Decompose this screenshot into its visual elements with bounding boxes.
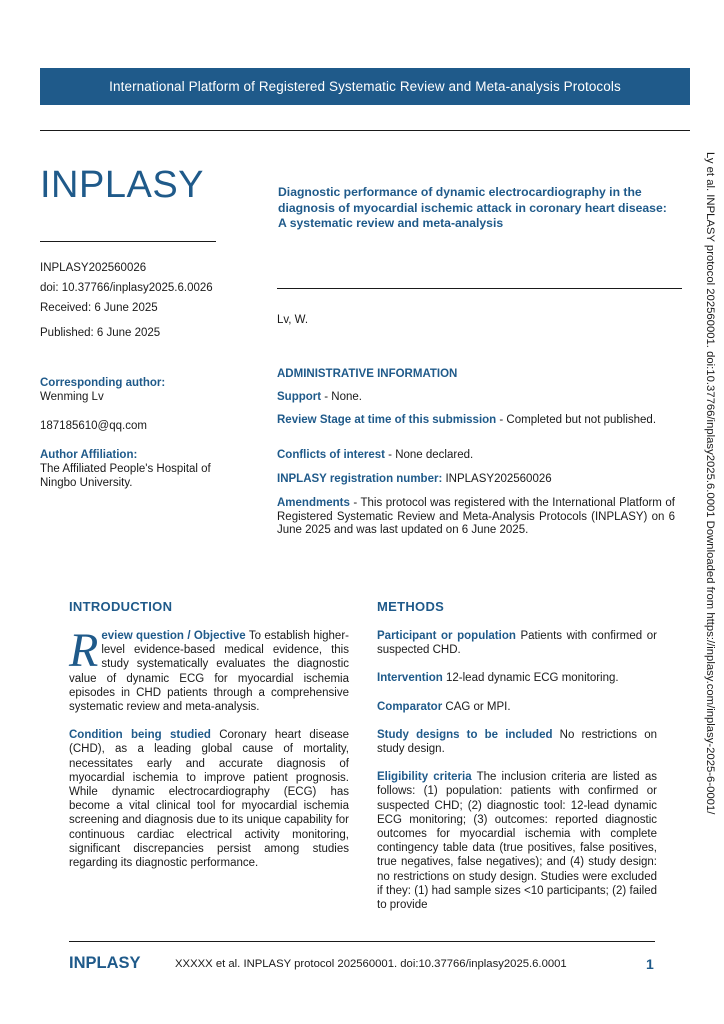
comparator-paragraph [377, 700, 657, 714]
admin-amendments [277, 497, 675, 538]
top-rule [40, 130, 690, 131]
admin-support [277, 391, 675, 405]
study-design-text: No restrictions on study design. [377, 728, 657, 756]
authors: Lv, W. [277, 314, 309, 326]
admin-stage [277, 414, 675, 428]
affiliation-label: Author Affiliation: [40, 449, 138, 461]
footer-rule [69, 941, 655, 942]
conflicts-text: - None declared. [384, 449, 474, 461]
paper-title: Diagnostic performance of dynamic electrocardiography in the diagnosis of myocardial ischemic attack in coronary heart disease: A systematic review and meta-analysis [278, 185, 667, 230]
stage-text: - Completed but not published. [496, 414, 657, 426]
participant-label: Participant or population [377, 630, 516, 642]
stage-label: Review Stage at time of this submission [277, 414, 497, 426]
received-date: Received: 6 June 2025 [40, 302, 158, 314]
introduction-body [69, 624, 350, 870]
conflicts-label: Conflicts of interest [277, 449, 385, 461]
introduction-heading: INTRODUCTION [69, 599, 173, 614]
amendments-text: - This protocol was registered with the International Platform of Registered Systematic Review and Meta-Analysis Protocols (INPLASY) on 6 June 2025 and was last updated on 6 June 2025. [277, 497, 675, 536]
corresponding-author-name: Wenming Lv [40, 391, 104, 403]
protocol-doi[interactable]: doi: 10.37766/inplasy2025.6.0026 [40, 282, 213, 294]
participant-paragraph [377, 629, 657, 657]
admin-conflicts [277, 449, 675, 463]
support-label: Support [277, 391, 322, 403]
affiliation-text: The Affiliated People's Hospital of Ningbo University. [40, 463, 211, 489]
eligibility-paragraph [377, 770, 657, 912]
protocol-id: INPLASY202560026 [40, 262, 147, 274]
condition-label: Condition being studied [69, 729, 211, 742]
intervention-paragraph [377, 671, 657, 685]
intervention-text: 12-lead dynamic ECG monitoring. [442, 672, 619, 685]
title-rule [277, 288, 682, 289]
corresponding-author-label: Corresponding author: [40, 377, 166, 389]
admin-registration [277, 473, 675, 487]
participant-text: Patients with confirmed or suspected CHD. [377, 630, 657, 657]
banner-text: International Platform of Registered Systematic Review and Meta-analysis Protocols [109, 79, 621, 94]
dropcap-letter: R [69, 624, 99, 677]
comparator-label: Comparator [377, 700, 443, 713]
footer-citation: XXXXX et al. INPLASY protocol 202560001. doi:10.37766/inplasy2025.6.0001 [175, 958, 567, 970]
methods-heading: METHODS [377, 599, 445, 614]
registration-label: INPLASY registration number: [277, 473, 443, 485]
admin-heading: ADMINISTRATIVE INFORMATION [277, 368, 458, 380]
comparator-text: CAG or MPI. [442, 700, 511, 713]
page-number: 1 [646, 956, 654, 972]
download-side-note: Ly et al. INPLASY protocol 202560001. doi:10.37766/inplasy2025.6.0001 Downloaded from https://inplasy.com/inplasy-2025-6-0001/ [704, 152, 716, 815]
logo-rule [40, 241, 216, 242]
review-question-text: To establish higher-level evidence-based medical evidence, this study systematically evaluates the diagnostic value of dynamic ECG for myocardial ischemia episodes in CHD patients through a comprehensive systematic review and meta-analysis. [69, 630, 349, 714]
amendments-label: Amendments [277, 497, 350, 509]
header-banner [40, 68, 690, 105]
inplasy-logo: INPLASY [40, 164, 205, 206]
registration-text: INPLASY202560026 [442, 473, 552, 485]
published-date: Published: 6 June 2025 [40, 327, 161, 339]
support-text: - None. [321, 391, 362, 403]
corresponding-email[interactable]: 187185610@qq.com [40, 420, 147, 432]
intervention-label: Intervention [377, 672, 443, 685]
methods-body [377, 629, 657, 912]
eligibility-text: The inclusion criteria are listed as follows: (1) population: patients with confirmed or suspected CHD; (2) diagnostic tool: 12-lead dynamic ECG monitoring; (3) outcomes: reported diagnostic outcomes for myocardial ischemia with complete contingency table data (true positives, false positives, true negatives, false negatives); and (4) study design: no restrictions on study design. Studies were excluded if they: (1) had sample sizes <10 participants; (2) failed to provide [377, 771, 657, 912]
review-question-label: eview question / Objective [101, 630, 246, 642]
study-design-paragraph [377, 728, 657, 756]
condition-text: Coronary heart disease (CHD), as a leading global cause of mortality, necessitates early and accurate diagnosis of myocardial ischemia to improve patient prognosis. While dynamic electrocardiography (ECG) has become a vital clinical tool for myocardial ischemia screening and diagnosis due to its unique capability for continuous cardiac electrical activity monitoring, significant discrepancies persist among studies regarding its diagnostic performance. [69, 729, 350, 870]
footer-logo: INPLASY [69, 954, 141, 972]
study-design-label: Study designs to be included [377, 728, 553, 741]
eligibility-label: Eligibility criteria [377, 771, 472, 784]
review-question-paragraph [69, 624, 349, 714]
condition-paragraph [69, 728, 349, 870]
